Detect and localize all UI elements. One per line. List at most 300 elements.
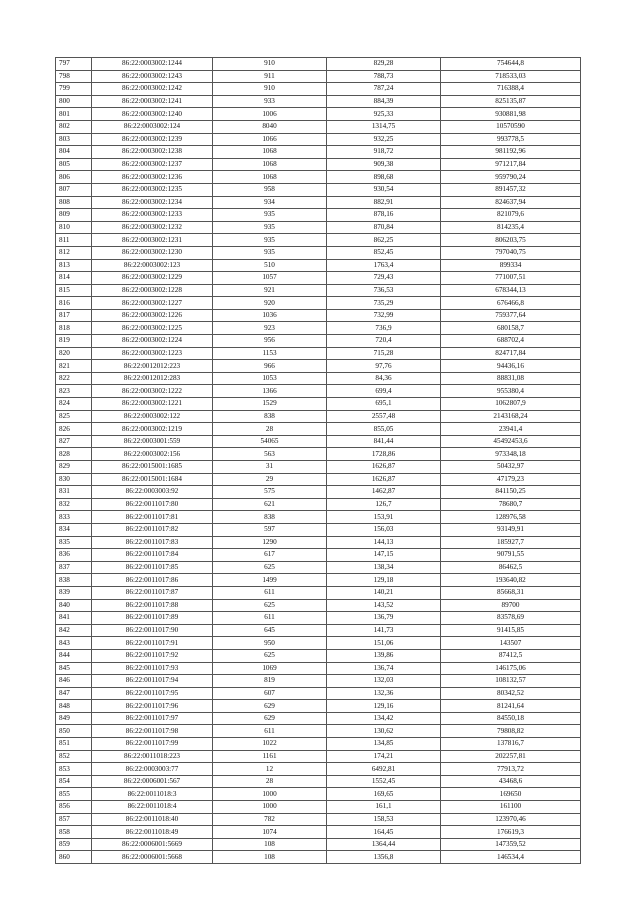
cadastral-number-cell: 86:22:0011017:81: [92, 511, 213, 524]
table-row: [56, 209, 581, 222]
table-row: [56, 486, 581, 499]
row-number-cell: 856: [56, 801, 92, 814]
specific-value-cell: 1364,44: [327, 838, 441, 851]
cadastral-value-cell: 759377,64: [441, 309, 581, 322]
area-cell: 8040: [213, 120, 327, 133]
table-row: [56, 297, 581, 310]
cadastral-number-cell: 86:22:0011017:87: [92, 586, 213, 599]
cadastral-number-cell: 86:22:0003001:559: [92, 435, 213, 448]
table-row: [56, 498, 581, 511]
cadastral-value-cell: 841150,25: [441, 486, 581, 499]
specific-value-cell: 729,43: [327, 272, 441, 285]
area-cell: 625: [213, 599, 327, 612]
cadastral-value-cell: 83578,69: [441, 612, 581, 625]
area-cell: 1290: [213, 536, 327, 549]
row-number-cell: 828: [56, 448, 92, 461]
area-cell: 1036: [213, 309, 327, 322]
row-number-cell: 829: [56, 461, 92, 474]
area-cell: 1161: [213, 750, 327, 763]
table-row: [56, 284, 581, 297]
row-number-cell: 802: [56, 120, 92, 133]
row-number-cell: 841: [56, 612, 92, 625]
area-cell: 935: [213, 246, 327, 259]
row-number-cell: 850: [56, 725, 92, 738]
cadastral-value-cell: 94436,16: [441, 360, 581, 373]
table-row: [56, 246, 581, 259]
table-row: [56, 171, 581, 184]
cadastral-value-cell: 2143168,24: [441, 410, 581, 423]
table-row: [56, 108, 581, 121]
cadastral-value-cell: 108132,57: [441, 675, 581, 688]
cadastral-value-cell: 169650: [441, 788, 581, 801]
area-cell: 782: [213, 813, 327, 826]
specific-value-cell: 720,4: [327, 335, 441, 348]
row-number-cell: 834: [56, 523, 92, 536]
cadastral-value-cell: 718533,03: [441, 70, 581, 83]
row-number-cell: 809: [56, 209, 92, 222]
area-cell: 935: [213, 221, 327, 234]
cadastral-value-cell: 143507: [441, 637, 581, 650]
area-cell: 1057: [213, 272, 327, 285]
cadastral-value-cell: 85668,31: [441, 586, 581, 599]
row-number-cell: 847: [56, 687, 92, 700]
cadastral-number-cell: 86:22:0011018:4: [92, 801, 213, 814]
row-number-cell: 836: [56, 549, 92, 562]
cadastral-value-cell: 981192,96: [441, 146, 581, 159]
area-cell: 625: [213, 649, 327, 662]
specific-value-cell: 129,16: [327, 700, 441, 713]
cadastral-number-cell: 86:22:0003002:122: [92, 410, 213, 423]
specific-value-cell: 862,25: [327, 234, 441, 247]
cadastral-number-cell: 86:22:0011017:98: [92, 725, 213, 738]
specific-value-cell: 932,25: [327, 133, 441, 146]
area-cell: 934: [213, 196, 327, 209]
cadastral-number-cell: 86:22:0011017:93: [92, 662, 213, 675]
row-number-cell: 840: [56, 599, 92, 612]
table-row: [56, 461, 581, 474]
table-row: [56, 221, 581, 234]
row-number-cell: 805: [56, 158, 92, 171]
specific-value-cell: 143,52: [327, 599, 441, 612]
row-number-cell: 831: [56, 486, 92, 499]
cadastral-number-cell: 86:22:0015001:1685: [92, 461, 213, 474]
cadastral-value-cell: 86462,5: [441, 561, 581, 574]
table-row: [56, 637, 581, 650]
specific-value-cell: 1552,45: [327, 775, 441, 788]
cadastral-number-cell: 86:22:0003002:1222: [92, 385, 213, 398]
cadastral-number-cell: 86:22:0003002:1243: [92, 70, 213, 83]
row-number-cell: 801: [56, 108, 92, 121]
cadastral-value-cell: 806203,75: [441, 234, 581, 247]
cadastral-value-cell: 1062807,9: [441, 398, 581, 411]
row-number-cell: 807: [56, 183, 92, 196]
specific-value-cell: 870,84: [327, 221, 441, 234]
table-row: [56, 561, 581, 574]
specific-value-cell: 139,86: [327, 649, 441, 662]
area-cell: 956: [213, 335, 327, 348]
table-row: [56, 196, 581, 209]
cadastral-number-cell: 86:22:0011017:97: [92, 712, 213, 725]
cadastral-value-cell: 825135,87: [441, 95, 581, 108]
row-number-cell: 825: [56, 410, 92, 423]
area-cell: 629: [213, 700, 327, 713]
cadastral-value-cell: 88831,08: [441, 372, 581, 385]
cadastral-value-cell: 754644,8: [441, 58, 581, 71]
table-row: [56, 435, 581, 448]
table-row: [56, 763, 581, 776]
cadastral-value-cell: 91415,85: [441, 624, 581, 637]
specific-value-cell: 788,73: [327, 70, 441, 83]
table-row: [56, 360, 581, 373]
area-cell: 1022: [213, 738, 327, 751]
cadastral-value-cell: 193640,82: [441, 574, 581, 587]
row-number-cell: 821: [56, 360, 92, 373]
row-number-cell: 819: [56, 335, 92, 348]
cadastral-value-cell: 185927,7: [441, 536, 581, 549]
area-cell: 819: [213, 675, 327, 688]
table-row: [56, 120, 581, 133]
area-cell: 575: [213, 486, 327, 499]
specific-value-cell: 882,91: [327, 196, 441, 209]
table-row: [56, 775, 581, 788]
row-number-cell: 833: [56, 511, 92, 524]
specific-value-cell: 130,62: [327, 725, 441, 738]
cadastral-value-cell: 84550,18: [441, 712, 581, 725]
cadastral-number-cell: 86:22:0011017:90: [92, 624, 213, 637]
cadastral-number-cell: 86:22:0011017:88: [92, 599, 213, 612]
specific-value-cell: 918,72: [327, 146, 441, 159]
specific-value-cell: 169,65: [327, 788, 441, 801]
specific-value-cell: 84,36: [327, 372, 441, 385]
specific-value-cell: 852,45: [327, 246, 441, 259]
cadastral-value-cell: 930881,98: [441, 108, 581, 121]
area-cell: 911: [213, 70, 327, 83]
row-number-cell: 808: [56, 196, 92, 209]
specific-value-cell: 841,44: [327, 435, 441, 448]
area-cell: 607: [213, 687, 327, 700]
area-cell: 921: [213, 284, 327, 297]
specific-value-cell: 930,54: [327, 183, 441, 196]
cadastral-value-cell: 50432,97: [441, 461, 581, 474]
cadastral-value-cell: 43468,6: [441, 775, 581, 788]
cadastral-number-cell: 86:22:0011017:96: [92, 700, 213, 713]
cadastral-value-cell: 971217,84: [441, 158, 581, 171]
specific-value-cell: 158,53: [327, 813, 441, 826]
table-row: [56, 309, 581, 322]
cadastral-number-cell: 86:22:0003002:1244: [92, 58, 213, 71]
area-cell: 29: [213, 473, 327, 486]
specific-value-cell: 97,76: [327, 360, 441, 373]
area-cell: 1074: [213, 826, 327, 839]
row-number-cell: 797: [56, 58, 92, 71]
cadastral-value-cell: 955380,4: [441, 385, 581, 398]
specific-value-cell: 161,1: [327, 801, 441, 814]
cadastral-number-cell: 86:22:0003002:1219: [92, 423, 213, 436]
row-number-cell: 848: [56, 700, 92, 713]
row-number-cell: 815: [56, 284, 92, 297]
row-number-cell: 827: [56, 435, 92, 448]
area-cell: 611: [213, 725, 327, 738]
cadastral-value-cell: 959790,24: [441, 171, 581, 184]
area-cell: 935: [213, 234, 327, 247]
cadastral-number-cell: 86:22:0012012:283: [92, 372, 213, 385]
cadastral-value-cell: 891457,32: [441, 183, 581, 196]
row-number-cell: 813: [56, 259, 92, 272]
table-row: [56, 335, 581, 348]
cadastral-number-cell: 86:22:0011017:84: [92, 549, 213, 562]
area-cell: 12: [213, 763, 327, 776]
row-number-cell: 846: [56, 675, 92, 688]
cadastral-value-cell: 899334: [441, 259, 581, 272]
cadastral-number-cell: 86:22:0003003:77: [92, 763, 213, 776]
specific-value-cell: 129,18: [327, 574, 441, 587]
cadastral-number-cell: 86:22:0011017:85: [92, 561, 213, 574]
table-row: [56, 272, 581, 285]
area-cell: 611: [213, 612, 327, 625]
cadastral-number-cell: 86:22:0011017:99: [92, 738, 213, 751]
table-row: [56, 826, 581, 839]
cadastral-number-cell: 86:22:0011018:3: [92, 788, 213, 801]
table-row: [56, 586, 581, 599]
area-cell: 1068: [213, 158, 327, 171]
area-cell: 563: [213, 448, 327, 461]
area-cell: 838: [213, 410, 327, 423]
specific-value-cell: 136,74: [327, 662, 441, 675]
cadastral-number-cell: 86:22:0003002:1241: [92, 95, 213, 108]
specific-value-cell: 878,16: [327, 209, 441, 222]
specific-value-cell: 134,85: [327, 738, 441, 751]
area-cell: 1153: [213, 347, 327, 360]
table-row: [56, 801, 581, 814]
specific-value-cell: 138,34: [327, 561, 441, 574]
cadastral-number-cell: 86:22:0011017:82: [92, 523, 213, 536]
cadastral-value-cell: 80342,52: [441, 687, 581, 700]
cadastral-value-cell: 146534,4: [441, 851, 581, 864]
table-row: [56, 549, 581, 562]
cadastral-value-cell: 678344,13: [441, 284, 581, 297]
row-number-cell: 842: [56, 624, 92, 637]
area-cell: 617: [213, 549, 327, 562]
cadastral-value-cell: 716388,4: [441, 83, 581, 96]
cadastral-number-cell: 86:22:0003002:1238: [92, 146, 213, 159]
area-cell: 629: [213, 712, 327, 725]
specific-value-cell: 829,28: [327, 58, 441, 71]
cadastral-value-cell: 81241,64: [441, 700, 581, 713]
area-cell: 645: [213, 624, 327, 637]
cadastral-value-cell: 137816,7: [441, 738, 581, 751]
specific-value-cell: 736,53: [327, 284, 441, 297]
table-row: [56, 70, 581, 83]
cadastral-number-cell: 86:22:0011017:80: [92, 498, 213, 511]
specific-value-cell: 695,1: [327, 398, 441, 411]
specific-value-cell: 1728,86: [327, 448, 441, 461]
row-number-cell: 800: [56, 95, 92, 108]
cadastral-value-cell: 47179,23: [441, 473, 581, 486]
table-row: [56, 259, 581, 272]
row-number-cell: 814: [56, 272, 92, 285]
table-row: [56, 788, 581, 801]
table-row: [56, 133, 581, 146]
specific-value-cell: 2557,48: [327, 410, 441, 423]
row-number-cell: 859: [56, 838, 92, 851]
row-number-cell: 798: [56, 70, 92, 83]
cadastral-value-cell: 814235,4: [441, 221, 581, 234]
table-row: [56, 624, 581, 637]
cadastral-number-cell: 86:22:0003002:1230: [92, 246, 213, 259]
specific-value-cell: 6492,81: [327, 763, 441, 776]
area-cell: 958: [213, 183, 327, 196]
area-cell: 108: [213, 838, 327, 851]
row-number-cell: 835: [56, 536, 92, 549]
table-row: [56, 750, 581, 763]
table-row: [56, 58, 581, 71]
table-row: [56, 423, 581, 436]
row-number-cell: 803: [56, 133, 92, 146]
cadastral-number-cell: 86:22:0011017:89: [92, 612, 213, 625]
table-row: [56, 536, 581, 549]
area-cell: 510: [213, 259, 327, 272]
cadastral-number-cell: 86:22:0006001:5668: [92, 851, 213, 864]
table-row: [56, 738, 581, 751]
table-row: [56, 649, 581, 662]
cadastral-number-cell: 86:22:0003002:1239: [92, 133, 213, 146]
specific-value-cell: 732,99: [327, 309, 441, 322]
cadastral-value-cell: 771007,51: [441, 272, 581, 285]
specific-value-cell: 1626,87: [327, 461, 441, 474]
cadastral-number-cell: 86:22:0003003:92: [92, 486, 213, 499]
cadastral-value-cell: 77913,72: [441, 763, 581, 776]
area-cell: 1529: [213, 398, 327, 411]
specific-value-cell: 147,15: [327, 549, 441, 562]
cadastral-number-cell: 86:22:0003002:1224: [92, 335, 213, 348]
cadastral-number-cell: 86:22:0003002:1234: [92, 196, 213, 209]
table-row: [56, 372, 581, 385]
area-cell: 1366: [213, 385, 327, 398]
specific-value-cell: 1462,87: [327, 486, 441, 499]
table-row: [56, 385, 581, 398]
row-number-cell: 857: [56, 813, 92, 826]
cadastral-value-cell: 202257,81: [441, 750, 581, 763]
specific-value-cell: 174,21: [327, 750, 441, 763]
area-cell: 31: [213, 461, 327, 474]
table-row: [56, 662, 581, 675]
table-row: [56, 83, 581, 96]
table-row: [56, 410, 581, 423]
row-number-cell: 830: [56, 473, 92, 486]
cadastral-value-cell: 10570590: [441, 120, 581, 133]
specific-value-cell: 1626,87: [327, 473, 441, 486]
cadastral-number-cell: 86:22:0012012:223: [92, 360, 213, 373]
specific-value-cell: 735,29: [327, 297, 441, 310]
specific-value-cell: 736,9: [327, 322, 441, 335]
row-number-cell: 811: [56, 234, 92, 247]
area-cell: 1068: [213, 171, 327, 184]
specific-value-cell: 164,45: [327, 826, 441, 839]
area-cell: 838: [213, 511, 327, 524]
specific-value-cell: 898,68: [327, 171, 441, 184]
row-number-cell: 855: [56, 788, 92, 801]
area-cell: 28: [213, 775, 327, 788]
area-cell: 1000: [213, 788, 327, 801]
area-cell: 625: [213, 561, 327, 574]
cadastral-number-cell: 86:22:0011017:92: [92, 649, 213, 662]
cadastral-value-cell: 87412,5: [441, 649, 581, 662]
cadastral-number-cell: 86:22:0011017:91: [92, 637, 213, 650]
row-number-cell: 843: [56, 637, 92, 650]
cadastral-number-cell: 86:22:0003002:1225: [92, 322, 213, 335]
area-cell: 1000: [213, 801, 327, 814]
row-number-cell: 810: [56, 221, 92, 234]
row-number-cell: 824: [56, 398, 92, 411]
specific-value-cell: 787,24: [327, 83, 441, 96]
specific-value-cell: 925,33: [327, 108, 441, 121]
row-number-cell: 799: [56, 83, 92, 96]
area-cell: 1053: [213, 372, 327, 385]
cadastral-value-cell: 797040,75: [441, 246, 581, 259]
table-row: [56, 851, 581, 864]
cadastral-value-cell: 45492453,6: [441, 435, 581, 448]
table-row: [56, 612, 581, 625]
table-row: [56, 146, 581, 159]
row-number-cell: 804: [56, 146, 92, 159]
row-number-cell: 853: [56, 763, 92, 776]
specific-value-cell: 699,4: [327, 385, 441, 398]
specific-value-cell: 140,21: [327, 586, 441, 599]
specific-value-cell: 132,03: [327, 675, 441, 688]
row-number-cell: 854: [56, 775, 92, 788]
cadastral-value-cell: 79808,82: [441, 725, 581, 738]
row-number-cell: 820: [56, 347, 92, 360]
cadastral-number-cell: 86:22:0011018:223: [92, 750, 213, 763]
cadastral-number-cell: 86:22:0011017:83: [92, 536, 213, 549]
cadastral-number-cell: 86:22:0003002:123: [92, 259, 213, 272]
cadastral-number-cell: 86:22:0003002:1232: [92, 221, 213, 234]
cadastral-number-cell: 86:22:0003002:1240: [92, 108, 213, 121]
table-row: [56, 813, 581, 826]
cadastral-value-cell: 821079,6: [441, 209, 581, 222]
table-body: [56, 58, 581, 864]
area-cell: 108: [213, 851, 327, 864]
row-number-cell: 822: [56, 372, 92, 385]
row-number-cell: 806: [56, 171, 92, 184]
specific-value-cell: 909,38: [327, 158, 441, 171]
table-row: [56, 725, 581, 738]
cadastral-value-cell: 973348,18: [441, 448, 581, 461]
table-row: [56, 574, 581, 587]
cadastral-number-cell: 86:22:0003002:1221: [92, 398, 213, 411]
cadastral-number-cell: 86:22:0011017:95: [92, 687, 213, 700]
cadastral-number-cell: 86:22:0003002:1235: [92, 183, 213, 196]
table-row: [56, 234, 581, 247]
cadastral-value-cell: 146175,06: [441, 662, 581, 675]
area-cell: 611: [213, 586, 327, 599]
area-cell: 933: [213, 95, 327, 108]
cadastral-value-cell: 23941,4: [441, 423, 581, 436]
area-cell: 1499: [213, 574, 327, 587]
cadastral-number-cell: 86:22:0006001:567: [92, 775, 213, 788]
table-row: [56, 448, 581, 461]
specific-value-cell: 134,42: [327, 712, 441, 725]
table-row: [56, 398, 581, 411]
table-row: [56, 347, 581, 360]
cadastral-number-cell: 86:22:0003002:1228: [92, 284, 213, 297]
area-cell: 54065: [213, 435, 327, 448]
cadastral-number-cell: 86:22:0003002:1231: [92, 234, 213, 247]
cadastral-number-cell: 86:22:0003002:124: [92, 120, 213, 133]
area-cell: 910: [213, 83, 327, 96]
table-row: [56, 700, 581, 713]
row-number-cell: 826: [56, 423, 92, 436]
